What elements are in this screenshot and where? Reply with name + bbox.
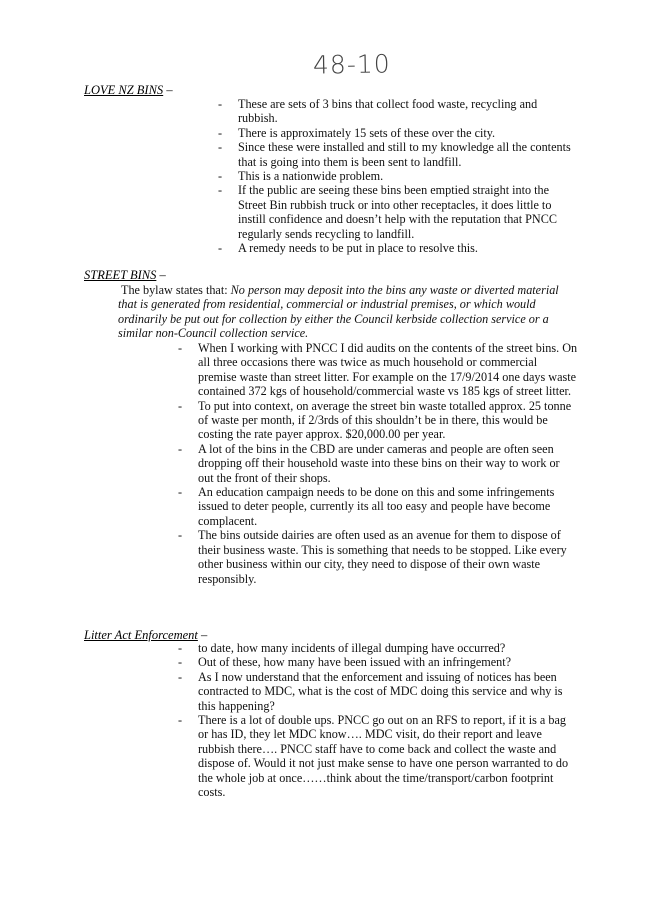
list-item: - If the public are seeing these bins been emptied straight into the Street Bin rubbish truck or into other receptacles, it does little to instill confidence and doesn’t help with the reputation that PNCC regularly sends recycling to landfill. <box>218 183 578 241</box>
litter-act-list <box>178 641 578 799</box>
bylaw-quote: No person may deposit into the bins any waste or diverted material that is generated from residential, commercial or industrial premises, or which would ordinarily be put out for collection by either the Council kerbside collection service or a similar non-Council collection service. <box>118 283 559 341</box>
bylaw-intro-text: The bylaw states that: <box>121 283 231 297</box>
list-item: - An education campaign needs to be done on this and some infringements issued to deter people, currently its all too easy and people have become complacent. <box>178 485 578 528</box>
list-item: - To put into context, on average the street bin waste totalled approx. 25 tonne of waste per month, if 2/3rds of this shouldn’t be in there, this would be costing the rate payer approx. $20,000.00 per year. <box>178 399 578 442</box>
list-item: - Out of these, how many have been issued with an infringement? <box>178 655 578 669</box>
list-item: - A remedy needs to be put in place to resolve this. <box>218 241 578 255</box>
love-nz-bins-heading-text: LOVE NZ BINS <box>84 83 164 97</box>
list-item: - A lot of the bins in the CBD are under cameras and people are often seen dropping off their household waste into these bins on their way to work or out the front of their shops. <box>178 442 578 485</box>
list-item: - to date, how many incidents of illegal dumping have occurred? <box>178 641 578 655</box>
litter-act-heading-text: Litter Act Enforcement <box>84 628 198 642</box>
love-nz-bins-list <box>218 97 578 255</box>
handwritten-page-number: 48-10 <box>312 49 391 80</box>
heading-dash: – <box>163 83 173 97</box>
heading-dash: – <box>156 268 166 282</box>
list-item: - There is approximately 15 sets of these over the city. <box>218 126 578 140</box>
heading-dash: – <box>197 628 208 642</box>
list-item: - This is a nationwide problem. <box>218 169 578 183</box>
street-bins-heading-text: STREET BINS <box>84 268 157 282</box>
love-nz-bins-heading <box>84 83 173 98</box>
list-item: - As I now understand that the enforcement and issuing of notices has been contracted to MDC, what is the cost of MDC doing this service and why is this happening? <box>178 670 578 713</box>
list-item: - The bins outside dairies are often used as an avenue for them to dispose of their business waste. This is something that needs to be stopped. Like every other business within our city, they need to dispose of their own waste responsibly. <box>178 528 578 586</box>
bylaw-statement <box>118 283 578 341</box>
list-item: - When I working with PNCC I did audits on the contents of the street bins. On all three occasions there was twice as much household or commercial premise waste than street litter. For example on the 17/9/2014 one days waste contained 372 kgs of household/commercial waste vs 185 kgs of street litter. <box>178 341 578 399</box>
street-bins-list <box>178 341 578 586</box>
list-item: - Since these were installed and still to my knowledge all the contents that is going into them is been sent to landfill. <box>218 140 578 169</box>
list-item: - There is a lot of double ups. PNCC go out on an RFS to report, if it is a bag or has ID, they let MDC know…. MDC visit, do their report and leave rubbish there…. PNCC staff have to come back and collect the waste and dispose of. Would it not just make sense to have one person warranted to do the whole job at once……think about the time/transport/carbon footprint costs. <box>178 713 578 799</box>
list-item: - These are sets of 3 bins that collect food waste, recycling and rubbish. <box>218 97 578 126</box>
street-bins-heading <box>84 268 166 283</box>
